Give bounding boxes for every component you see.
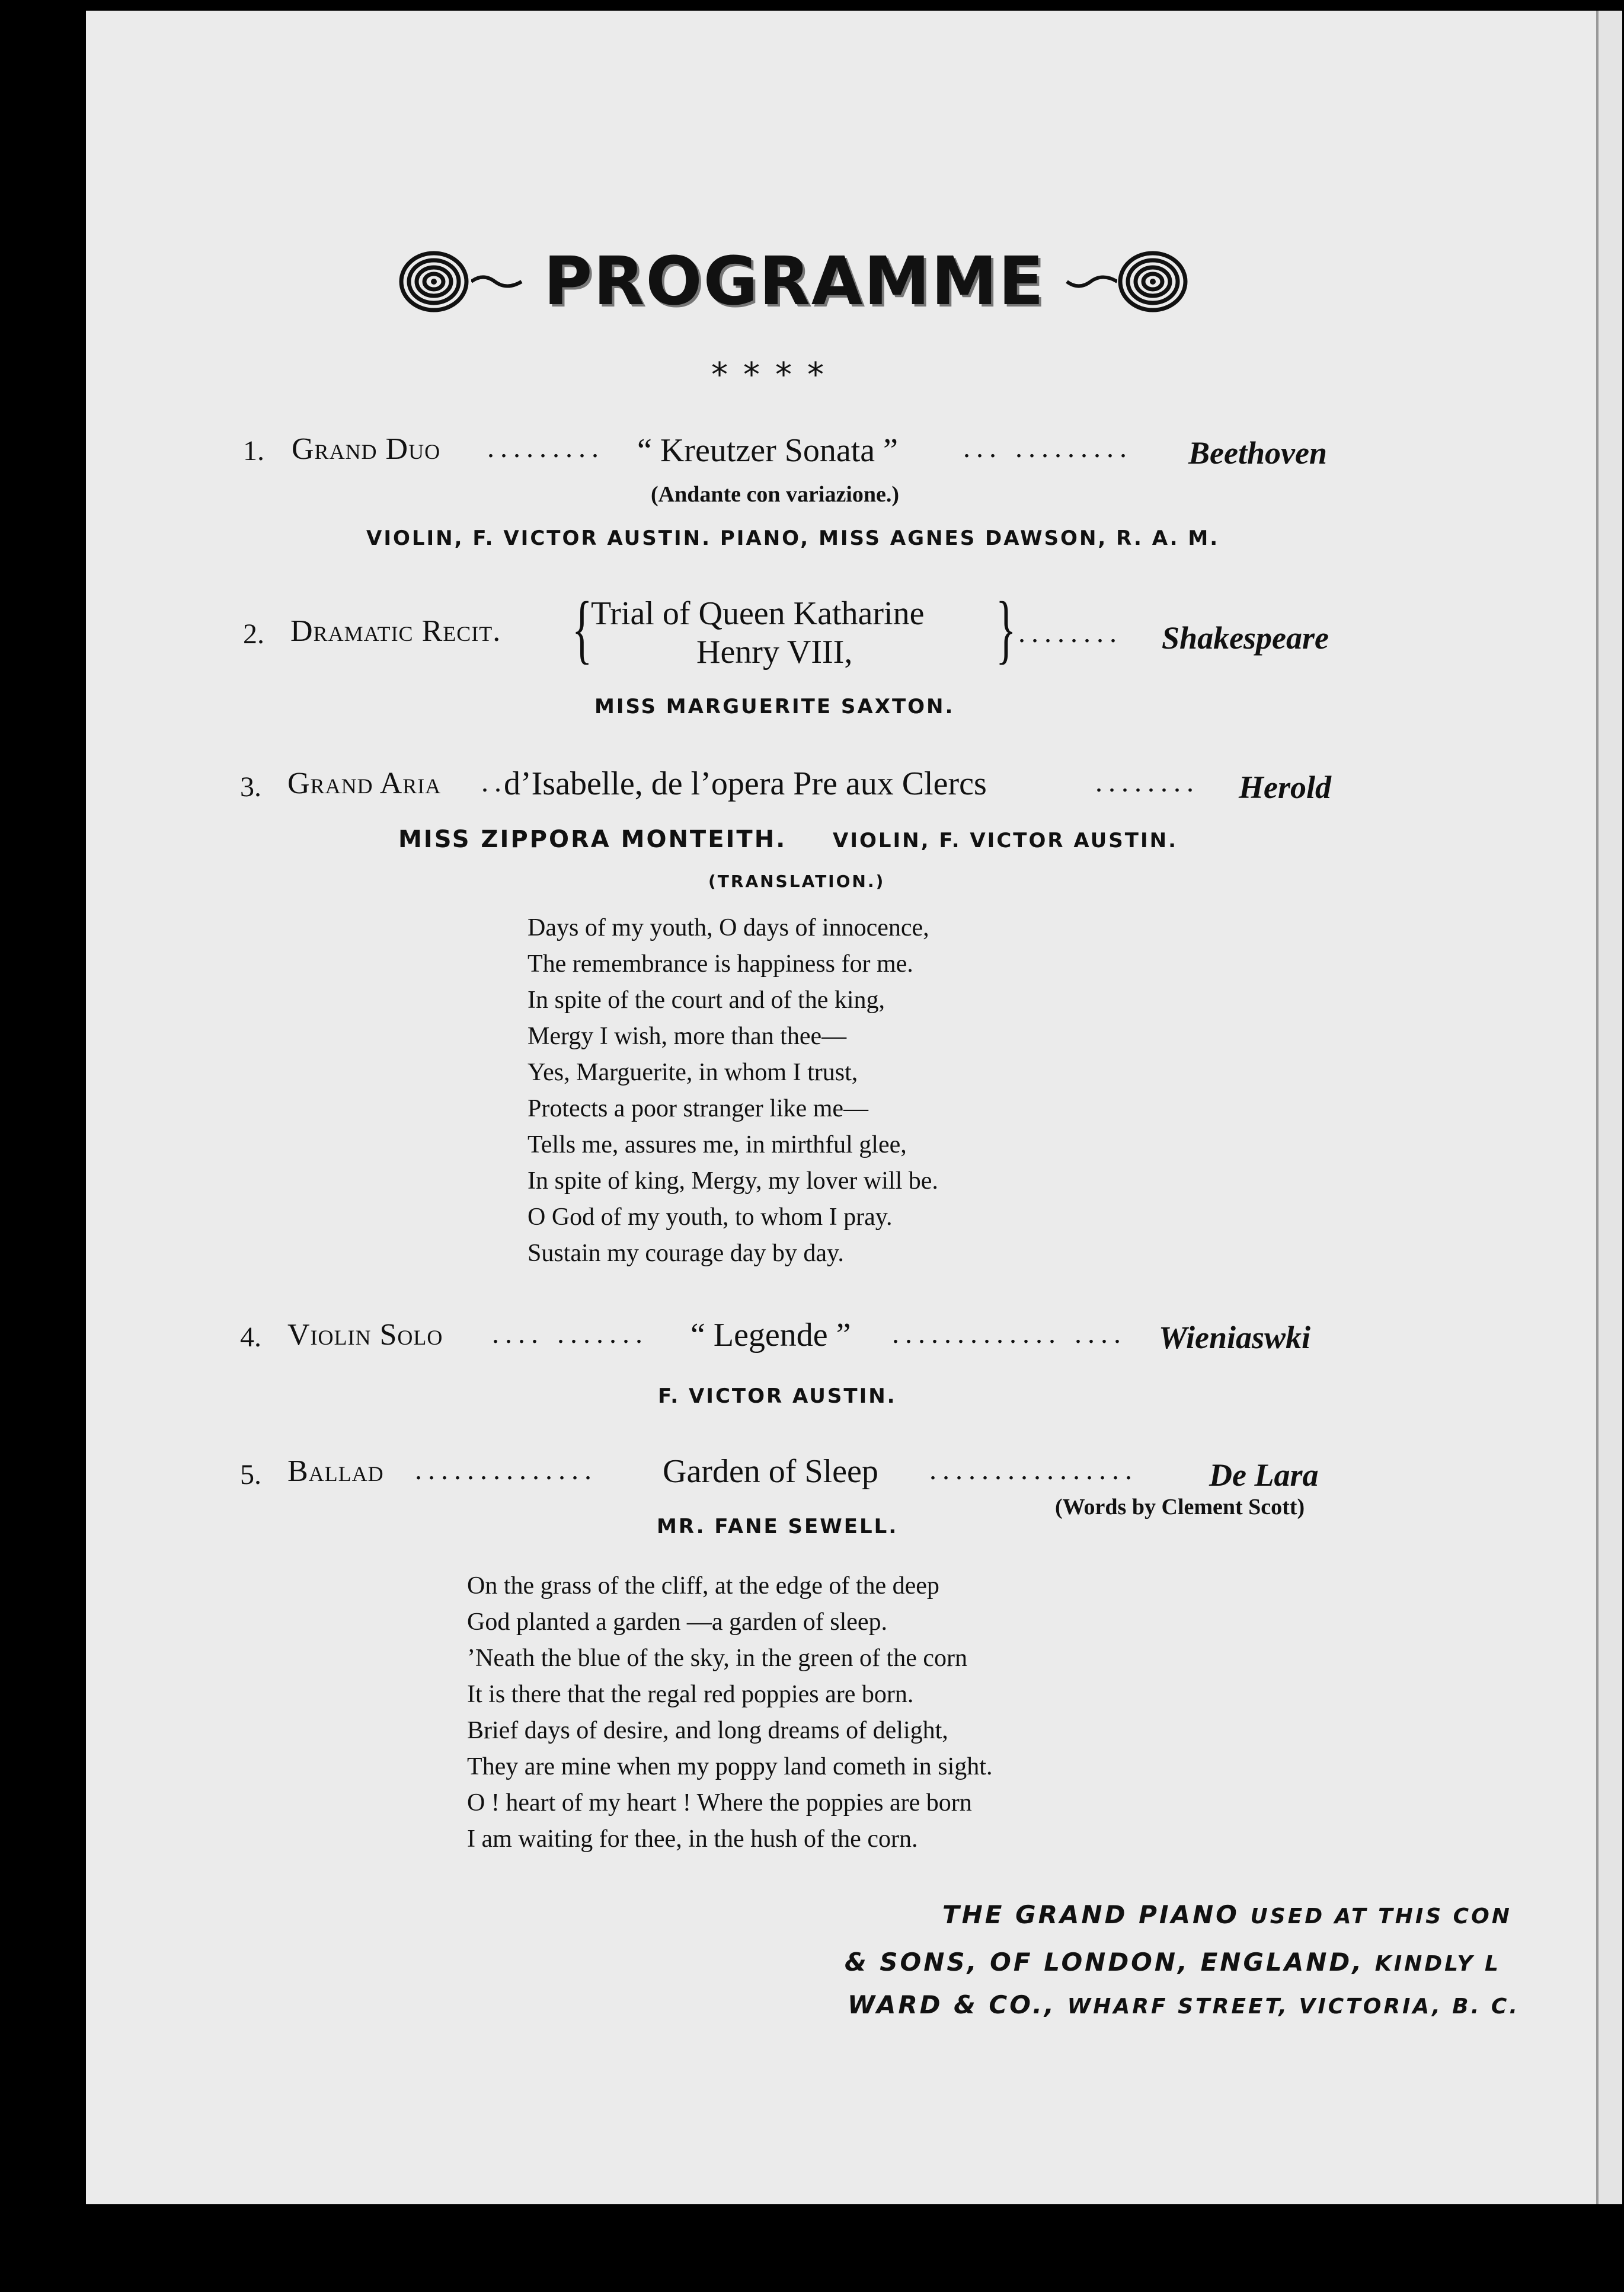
poem-line: In spite of king, Mergy, my lover will be. (528, 1167, 938, 1195)
item-1-performers: VIOLIN, F. VICTOR AUSTIN. PIANO, MISS AGNES DAWSON, R. A. M. (366, 526, 1220, 550)
item-3-leader-left: .. (481, 767, 507, 798)
page-title: PROGRAMME (544, 243, 1045, 320)
footer-line-2-rest: KINDLY L (1374, 1952, 1501, 1976)
poem-line: Protects a poor stranger like me— (528, 1095, 868, 1122)
poem-line: ’Neath the blue of the sky, in the green of the corn (467, 1645, 967, 1672)
ballad-poem (467, 1568, 992, 1857)
item-4-piece: “ Legende ” (690, 1317, 851, 1354)
footer-line-1-rest: USED AT THIS CON (1250, 1904, 1512, 1929)
item-3-performer-main: MISS ZIPPORA MONTEITH. (398, 826, 787, 853)
poem-line: In spite of the court and of the king, (528, 987, 885, 1014)
poem-line: On the grass of the cliff, at the edge of the deep (467, 1572, 939, 1600)
item-1-piece: “ Kreutzer Sonata ” (637, 432, 898, 469)
poem-line: They are mine when my poppy land cometh in sight. (467, 1753, 993, 1780)
item-5-category: Ballad (287, 1454, 384, 1488)
item-2-performers: MISS MARGUERITE SAXTON. (594, 695, 955, 719)
item-5-leader-right: ................ (929, 1454, 1138, 1486)
item-1-leader-right: ... ......... (963, 432, 1133, 464)
swirl-ornament-left-icon (397, 246, 474, 317)
footer-line-3-rest: WHARF STREET, VICTORIA, B. C. (1067, 1994, 1520, 2019)
poem-line: Days of my youth, O days of innocence, (528, 914, 929, 941)
poem-line: Tells me, assures me, in mirthful glee, (528, 1131, 907, 1158)
item-4-leader-left: .... ....... (492, 1318, 648, 1349)
item-3-performer-extra: VIOLIN, F. VICTOR AUSTIN. (833, 829, 1178, 853)
item-1-leader-left: ......... (487, 432, 605, 464)
item-2-leader-right: ........ (1018, 617, 1123, 649)
item-2-piece-line1: Trial of Queen Katharine (591, 595, 925, 632)
item-1-number: 1. (243, 435, 264, 467)
item-1-composer: Beethoven (1188, 435, 1327, 471)
poem-line: Yes, Marguerite, in whom I trust, (528, 1059, 858, 1086)
swirl-ornament-right-icon (1114, 246, 1191, 317)
item-4-category: Violin Solo (287, 1318, 443, 1352)
poem-line: Brief days of desire, and long dreams of delight, (467, 1717, 948, 1744)
footer-line-3 (848, 1990, 1520, 2019)
item-4-leader-right: ............. .... (892, 1318, 1127, 1349)
item-3-number: 3. (240, 771, 261, 803)
item-2-category: Dramatic Recit. (290, 614, 501, 648)
translation-label: (TRANSLATION.) (708, 872, 885, 891)
item-4-performers: F. VICTOR AUSTIN. (658, 1384, 897, 1408)
poem-line: O God of my youth, to whom I pray. (528, 1204, 893, 1231)
programme-header (391, 240, 1197, 323)
star-divider: **** (711, 356, 839, 394)
item-2-composer: Shakespeare (1162, 620, 1329, 656)
right-brace: } (996, 586, 1016, 672)
poem-line: I am waiting for thee, in the hush of the corn. (467, 1825, 918, 1853)
footer-line-2 (845, 1948, 1501, 1977)
item-4-number: 4. (240, 1321, 261, 1353)
item-5-leader-left: .............. (415, 1454, 597, 1486)
item-4-composer: Wieniaswki (1159, 1320, 1311, 1355)
item-5-number: 5. (240, 1459, 261, 1490)
footer-line-1 (942, 1900, 1512, 1929)
flourish-left-icon (471, 273, 525, 291)
item-5-note: (Words by Clement Scott) (1055, 1495, 1305, 1520)
footer-line-1-main: THE GRAND PIANO (942, 1900, 1239, 1929)
footer-line-2-main: & SONS, OF LONDON, ENGLAND, (845, 1948, 1364, 1977)
item-3-leader-right: ........ (1095, 767, 1200, 798)
item-3-composer: Herold (1239, 770, 1331, 805)
page-edge-strip (1596, 11, 1622, 2204)
item-3-piece: d’Isabelle, de l’opera Pre aux Clercs (504, 765, 987, 802)
poem-line: The remembrance is happiness for me. (528, 950, 913, 978)
item-1-note: (Andante con variazione.) (651, 482, 900, 507)
poem-line: God planted a garden —a garden of sleep. (467, 1608, 888, 1636)
translation-poem (528, 910, 938, 1272)
left-brace: { (572, 586, 593, 672)
footer-line-3-main: WARD & CO., (848, 1990, 1056, 2019)
item-2-piece-line2: Henry VIII, (696, 634, 853, 671)
item-1-category: Grand Duo (292, 432, 441, 466)
item-2-number: 2. (243, 618, 264, 650)
item-5-piece: Garden of Sleep (663, 1453, 878, 1490)
item-5-performers: MR. FANE SEWELL. (657, 1515, 899, 1538)
item-5-composer: De Lara (1209, 1457, 1319, 1493)
flourish-right-icon (1064, 273, 1117, 291)
poem-line: Sustain my courage day by day. (528, 1240, 844, 1267)
item-3-category: Grand Aria (287, 767, 442, 800)
poem-line: It is there that the regal red poppies are born. (467, 1681, 914, 1708)
poem-line: O ! heart of my heart ! Where the poppies are born (467, 1789, 972, 1817)
poem-line: Mergy I wish, more than thee— (528, 1023, 847, 1050)
